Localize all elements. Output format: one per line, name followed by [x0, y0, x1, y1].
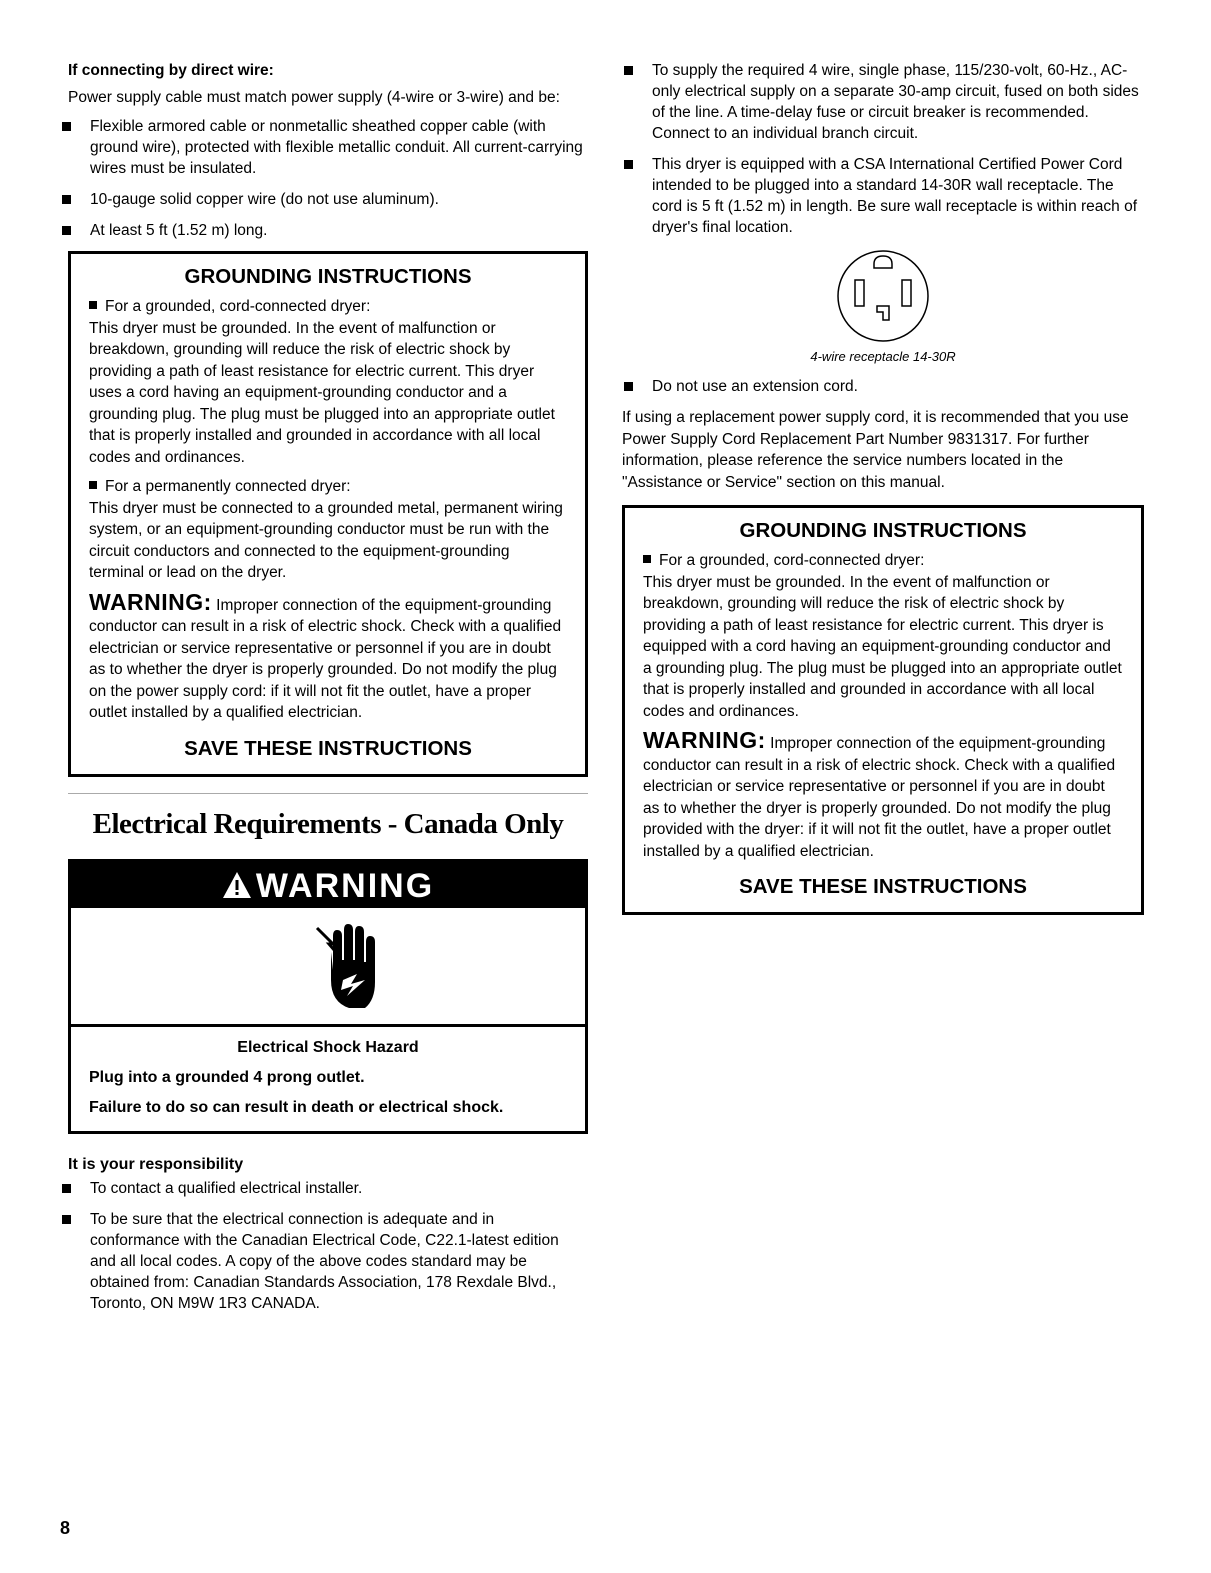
- section-title: Electrical Requirements - Canada Only: [92, 807, 564, 840]
- grounding-bullet: [89, 476, 567, 498]
- direct-wire-heading: If connecting by direct wire:: [68, 62, 274, 79]
- hazard-consequence: Failure to do so can result in death or electrical shock.: [89, 1098, 504, 1116]
- direct-wire-list: [60, 116, 588, 241]
- extension-cord-list: [622, 376, 1144, 397]
- grounding-bullet-label: For a grounded, cord-connected dryer:: [659, 552, 925, 569]
- hazard-instruction: Plug into a grounded 4 prong outlet.: [89, 1068, 365, 1086]
- bullet-square-icon: [89, 301, 97, 309]
- warning-text: Improper connection of the equipment-grounding conductor can result in a risk of electric shock. Check with a qualified electrician or service representative or personnel if you are in doubt as to whether the dryer is properly grounded. Do not modify the plug on the power supply cord: if it will not fit the outlet, have a proper outlet installed by a qualified electrician.: [89, 596, 562, 721]
- list-item: 10-gauge solid copper wire (do not use aluminum).: [60, 189, 588, 210]
- warning-text: Improper connection of the equipment-grounding conductor can result in a risk of electric shock. Check with a qualified electrician or service representative or personnel if you are in doubt as to whether the dryer is properly grounded. Do not modify the plug provided with the dryer: if it will not fit the outlet, have a proper outlet installed by a qualified electrician.: [643, 735, 1116, 860]
- grounding-text: This dryer must be grounded. In the event of malfunction or breakdown, grounding will reduce the risk of electric shock by providing a path of least resistance for electric current. This dryer is equipped with a cord having an equipment-grounding conductor and a grounding plug. The plug must be plugged into an appropriate outlet that is properly installed and grounded in accordance with all local codes and ordinances.: [643, 573, 1122, 720]
- warning-label: WARNING:: [89, 588, 212, 615]
- grounding-bullet-label: For a permanently connected dryer:: [105, 478, 351, 495]
- list-item: Flexible armored cable or nonmetallic sheathed copper cable (with ground wire), protected with flexible metallic conduit. All current-carrying wires must be insulated.: [60, 116, 588, 179]
- warning-label: WARNING:: [643, 727, 766, 753]
- grounding-bullet: [643, 550, 1123, 572]
- warning-banner-text: WARNING: [255, 866, 435, 905]
- page-number: 8: [60, 1518, 71, 1538]
- list-item: This dryer is equipped with a CSA International Certified Power Cord intended to be plugged into a standard 14-30R wall receptacle. The cord is 5 ft (1.52 m) in length. Be sure wall receptacle is within reach of dryer's final location.: [622, 154, 1144, 238]
- left-column: [68, 60, 588, 1324]
- responsibility-list: [60, 1178, 588, 1314]
- grounding-box-title: GROUNDING INSTRUCTIONS: [184, 265, 472, 288]
- hazard-title: Electrical Shock Hazard: [237, 1038, 419, 1056]
- warning-message: [71, 1027, 585, 1131]
- grounding-bullet: [89, 296, 567, 318]
- right-column: [622, 60, 1144, 915]
- list-item: To supply the required 4 wire, single phase, 115/230-volt, 60-Hz., AC-only electrical supply on a separate 30-amp circuit, fused on both sides of the line. A time-delay fuse or circuit breaker is recommended. Connect to an individual branch circuit.: [622, 60, 1144, 144]
- grounding-instructions-box: [68, 251, 588, 777]
- responsibility-heading: It is your responsibility: [68, 1155, 244, 1173]
- grounding-warning: [89, 588, 567, 724]
- section-divider: [68, 793, 588, 794]
- bullet-square-icon: [89, 481, 97, 489]
- receptacle-caption: 4-wire receptacle 14-30R: [810, 349, 956, 364]
- grounding-warning: [643, 727, 1123, 862]
- receptacle-14-30r-icon: [833, 248, 933, 344]
- electrical-warning-box: [68, 859, 588, 1134]
- warning-banner: [71, 862, 585, 908]
- list-item: At least 5 ft (1.52 m) long.: [60, 220, 588, 241]
- replacement-cord-text: If using a replacement power supply cord, it is recommended that you use Power Supply Cord Replacement Part Number 9831317. For further information, please reference the service numbers located in the "Assistance or Service" section on this manual.: [622, 409, 1129, 491]
- list-item: Do not use an extension cord.: [622, 376, 1144, 397]
- grounding-instructions-box: [622, 505, 1144, 915]
- supply-requirements-list: [622, 60, 1144, 238]
- save-instructions: SAVE THESE INSTRUCTIONS: [184, 736, 472, 760]
- grounding-text: This dryer must be connected to a grounded metal, permanent wiring system, or an equipment-grounding conductor must be run with the circuit conductors and connected to the equipment-grounding terminal or lead on the dryer.: [89, 499, 563, 581]
- list-item: To contact a qualified electrical installer.: [60, 1178, 588, 1199]
- warning-triangle-icon: [222, 864, 252, 892]
- save-instructions: SAVE THESE INSTRUCTIONS: [739, 875, 1027, 898]
- grounding-text: This dryer must be grounded. In the event of malfunction or breakdown, grounding will reduce the risk of electric shock by providing a path of least resistance for electric current. This dryer uses a cord having an equipment-grounding conductor and a grounding plug. The plug must be plugged into an appropriate outlet that is properly installed and grounded in accordance with all local codes and ordinances.: [89, 319, 555, 466]
- direct-wire-intro: Power supply cable must match power supply (4-wire or 3-wire) and be:: [68, 88, 560, 106]
- receptacle-illustration: [622, 248, 1144, 349]
- electric-shock-hand-icon: [309, 922, 379, 1012]
- grounding-box-title: GROUNDING INSTRUCTIONS: [739, 519, 1027, 542]
- list-item: To be sure that the electrical connection is adequate and in conformance with the Canadian Electrical Code, C22.1-latest edition and all local codes. A copy of the above codes standard may be obtained from: Canadian Standards Association, 178 Rexdale Blvd., Toronto, ON M9W 1R3 CANADA.: [60, 1209, 588, 1314]
- bullet-square-icon: [643, 555, 651, 563]
- shock-hazard-illustration: [71, 908, 585, 1027]
- grounding-bullet-label: For a grounded, cord-connected dryer:: [105, 298, 371, 315]
